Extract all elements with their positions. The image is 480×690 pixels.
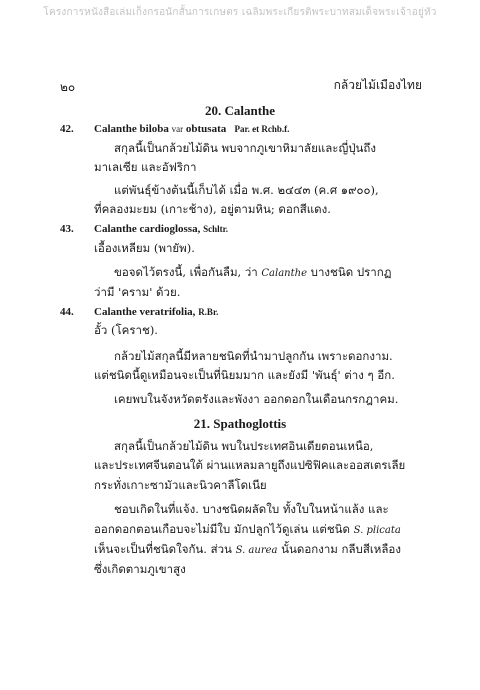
section-title-spathoglottis: 21. Spathoglottis	[193, 416, 287, 431]
entry-line: เอื้องเหลียม (พายัพ).	[94, 241, 195, 255]
entry-number: 43.	[60, 223, 74, 235]
entry-line: กล้วยไม้สกุลนี้มีหลายชนิดที่นำมาปลูกกัน เพราะดอกงาม.	[114, 349, 393, 363]
entry-line: ว่ามี 'คราม' ด้วย.	[94, 285, 181, 299]
section-line: ชอบเกิดในที่แจ้ง. บางชนิดผลัดใบ ทั้งใบในหน้าแล้ง และ	[114, 502, 389, 516]
species-authority: R.Br.	[198, 307, 219, 317]
section-text: เห็นจะเป็นที่ชนิดใจกัน. ส่วน	[94, 542, 232, 556]
entry-line: มาเลเซีย และอัฟริกา	[94, 160, 197, 174]
section-line: และประเทศจีนตอนใต้ ผ่านแหลมลายูถึงแปซิฟิคและออสเตรเลีย	[94, 458, 406, 472]
section-title-calanthe: 20. Calanthe	[204, 103, 276, 118]
section-text: นั้นดอกงาม กลีบสีเหลือง	[281, 542, 401, 556]
species-name: Calanthe cardioglossa,	[94, 223, 201, 235]
species-italic: S. aurea	[235, 545, 278, 556]
section-line: สกุลนี้เป็นกล้วยไม้ดิน พบในประเทศอินเดียตอนเหนือ,	[114, 439, 374, 453]
section-line	[94, 541, 401, 559]
entry-line: เคยพบในจังหวัดตรังและพังงา ออกดอกในเดือนกรกฎาคม.	[114, 392, 399, 406]
page-number: ๒๐	[60, 80, 76, 94]
species-name: Calanthe biloba	[94, 123, 169, 135]
variety-name: obtusata	[185, 123, 227, 135]
species-heading	[94, 123, 289, 135]
entry-text: ขอจดไว้ตรงนี้, เพื่อกันลืม, ว่า	[114, 265, 258, 279]
species-italic: S. plicata	[353, 525, 401, 536]
entry-line: แต่ชนิดนี้ดูเหมือนจะเป็นที่นิยมมาก และยังมี 'พันธุ์' ต่าง ๆ อีก.	[94, 368, 395, 382]
section-line: ซึ่งเกิดตามภูเขาสูง	[94, 562, 186, 576]
section-line	[94, 521, 401, 539]
entry-number: 44.	[60, 306, 74, 318]
species-heading	[94, 306, 218, 318]
variety-marker: var	[171, 124, 184, 134]
species-authority: Par. et Rchb.f.	[234, 124, 290, 134]
entry-number: 42.	[60, 123, 74, 135]
running-title: กล้วยไม้เมืองไทย	[333, 78, 422, 92]
entry-line: สกุลนี้เป็นกล้วยไม้ดิน พบจากภูเขาหิมาลัยและญี่ปุ่นถึง	[114, 141, 376, 155]
entry-text: บางชนิด ปรากฏ	[310, 265, 392, 279]
species-heading	[94, 223, 228, 235]
entry-line	[114, 264, 391, 282]
entry-line: แต่พันธุ์ข้างต้นนี้เก็บได้ เมื่อ พ.ศ. ๒๔๔๓ (ค.ศ ๑๙๐๐),	[114, 183, 379, 197]
entry-line: ที่คลองมะยม (เกาะช้าง), อยู่ตามหิน; ดอกสีแดง.	[94, 202, 331, 216]
species-authority: Schltr.	[203, 224, 229, 234]
genus-italic: Calanthe	[261, 268, 307, 279]
section-line: กระทั่งเกาะซามัวและนิวคาลีโดเนีย	[94, 478, 267, 492]
entry-line: อั้ว (โคราช).	[94, 323, 158, 337]
watermark: โครงการหนังสือเล่มเก็งกรอนักสั้นการเกษตร เฉลิมพระเกียรติพระบาทสมเด็จพระเจ้าอยู่หัว	[43, 7, 437, 18]
species-name: Calanthe veratrifolia,	[94, 306, 196, 318]
section-text: ออกดอกตอนเกือบจะไม่มีใบ มักปลูกไว้ดูเล่น แต่ชนิด	[94, 522, 350, 536]
